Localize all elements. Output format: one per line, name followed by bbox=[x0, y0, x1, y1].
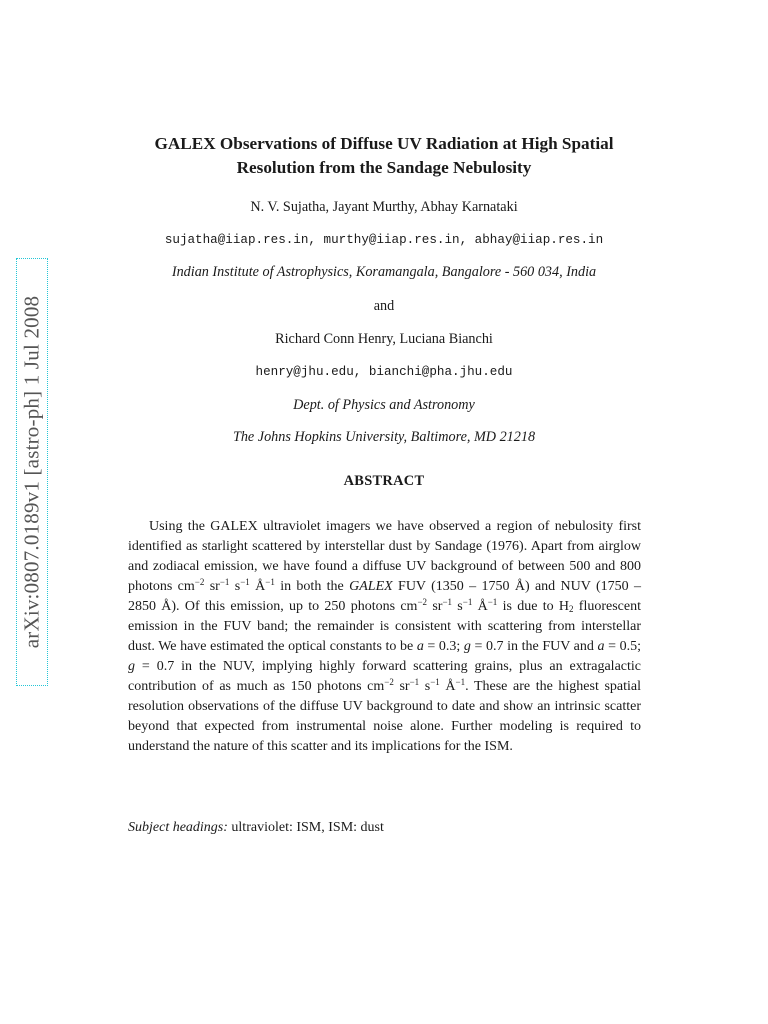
paper-title bbox=[0, 132, 768, 180]
title-line-2: Resolution from the Sandage Nebulosity bbox=[236, 158, 532, 177]
abstract-heading: ABSTRACT bbox=[343, 473, 425, 489]
affiliation-group-2-line-1: Dept. of Physics and Astronomy bbox=[293, 397, 475, 413]
and-separator: and bbox=[373, 298, 395, 314]
affiliation-group-1: Indian Institute of Astrophysics, Koramangala, Bangalore - 560 034, India bbox=[171, 264, 597, 280]
subject-headings-value: ultraviolet: ISM, ISM: dust bbox=[227, 820, 384, 835]
arxiv-identifier: arXiv:0807.0189v1 [astro-ph] 1 Jul 2008 bbox=[19, 295, 44, 649]
subject-headings-label: Subject headings: bbox=[128, 820, 228, 835]
authors-group-2: Richard Conn Henry, Luciana Bianchi bbox=[275, 331, 493, 347]
affiliation-group-2-line-2: The Johns Hopkins University, Baltimore, MD 21218 bbox=[232, 429, 536, 445]
title-line-1: GALEX Observations of Diffuse UV Radiation at High Spatial bbox=[154, 134, 614, 153]
emails-group-1: sujatha@iiap.res.in, murthy@iiap.res.in, abhay@iiap.res.in bbox=[164, 233, 604, 247]
authors-group-1: N. V. Sujatha, Jayant Murthy, Abhay Karnataki bbox=[250, 199, 518, 215]
abstract-text: Using the GALEX ultraviolet imagers we have observed a region of nebulosity first identified as starlight scattered by interstellar dust by Sandage (1976). Apart from airglow and zodiacal emission, we have found a diffuse UV background of between 500 and 800 photons $cm^{-2}$ $sr^{-1}$ $s^{-1}$ $Å^{-1}$ in both the GALEX FUV (1350 – 1750 Å) and NUV (1750 – 2850 Å). Of this emission, up to 250 photons $cm^{-2}$ $sr^{-1}$ $s^{-1}$ $Å^{-1}$ is due to $H_2$ fluorescent emission in the FUV band; the remainder is consistent with scattering from interstellar dust. We have estimated the optical constants to be a = 0.3; g = 0.7 in the FUV and a = 0.5; g = 0.7 in the NUV, implying highly forward scattering grains, plus an extragalactic contribution of as much as 150 photons $cm^{-2}$ $sr^{-1}$ $s^{-1}$ $Å^{-1}$. These are the highest spatial resolution observations of the diffuse UV background to date and show an intrinsic scatter beyond that expected from instrumental noise alone. Further modeling is required to understand the nature of this scatter and its implications for the ISM. bbox=[128, 519, 642, 754]
emails-group-2: henry@jhu.edu, bianchi@pha.jhu.edu bbox=[255, 365, 513, 379]
arxiv-identifier-stamp bbox=[16, 258, 48, 686]
subject-headings bbox=[128, 819, 384, 837]
